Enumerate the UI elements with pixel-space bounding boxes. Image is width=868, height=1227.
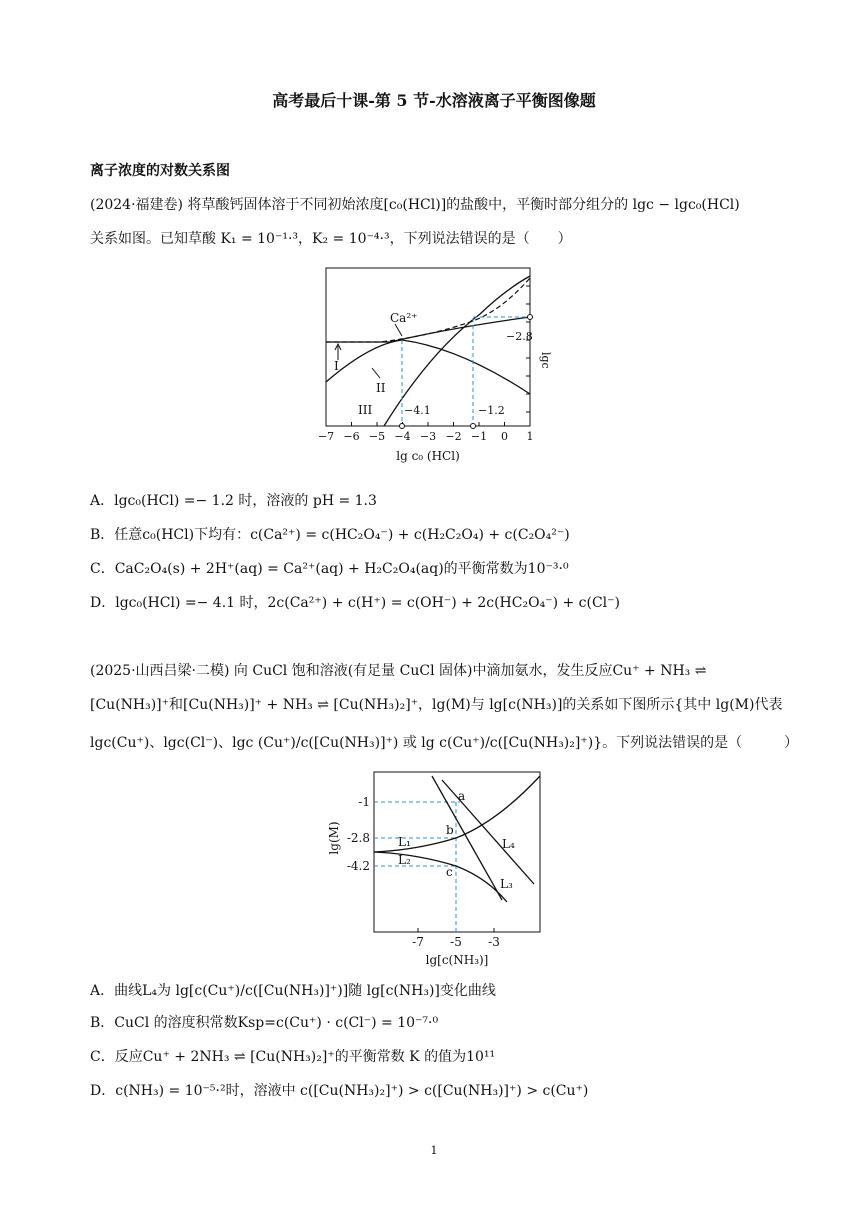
label-L3: L₃ [500, 877, 513, 891]
q1-option-c: C．CaC₂O₄(s) + 2H⁺(aq) = Ca²⁺(aq) + H₂C₂O₄(aq)的平衡常数为10⁻³·⁰ [90, 561, 569, 577]
chart-lgM-vs-lgcNH3 [322, 766, 552, 972]
x-tick: -7 [412, 935, 424, 949]
label-minus-1-2: −1.2 [478, 404, 505, 417]
x-tick: −1 [470, 430, 488, 443]
q1-stem-line2: 关系如图。已知草酸 K₁ = 10⁻¹·³，K₂ = 10⁻⁴·³，下列说法错误的是（ ） [90, 231, 572, 247]
x-tick: −3 [419, 430, 437, 443]
page-title: 高考最后十课-第 5 节-水溶液离子平衡图像题 [272, 91, 596, 110]
x-axis-label: lg[c(NH₃)] [425, 953, 489, 967]
y-tick: -1 [358, 795, 370, 809]
point-b: b [446, 823, 454, 837]
label-minus-2-8: −2.8 [506, 330, 533, 343]
q2-stem-line2: [Cu(NH₃)]⁺和[Cu(NH₃)]⁺ + NH₃ ⇌ [Cu(NH₃)₂]⁺，lg(M)与 lg[c(NH₃)]的关系如下图所示{其中 lg(M)代表 [90, 697, 783, 713]
chart-lgc-vs-lgc0 [300, 262, 580, 472]
label-minus-4-1: −4.1 [404, 404, 431, 417]
curve-L2 [374, 852, 507, 902]
q2-option-d: D．c(NH₃) = 10⁻⁵·²时，溶液中 c([Cu(NH₃)₂]⁺) > c([Cu(NH₃)]⁺) > c(Cu⁺) [90, 1083, 589, 1099]
q1-option-b: B．任意c₀(HCl)下均有：c(Ca²⁺) = c(HC₂O₄⁻) + c(H₂C₂O₄) + c(C₂O₄²⁻) [90, 527, 570, 543]
y-tick: -2.8 [346, 831, 370, 845]
y-tick: -4.2 [346, 859, 370, 873]
y-axis-label: lgc [539, 352, 552, 369]
point-c: c [446, 865, 453, 879]
x-tick: −7 [317, 430, 335, 443]
label-L1: L₁ [398, 835, 411, 849]
q1-stem-line1: (2024·福建卷) 将草酸钙固体溶于不同初始浓度[c₀(HCl)]的盐酸中，平衡时部分组分的 lgc − lgc₀(HCl) [90, 197, 740, 213]
label-III: III [358, 403, 373, 417]
curve-II [326, 340, 530, 394]
q2-stem-line3: lgc(Cu⁺)、lgc(Cl⁻)、lgc (Cu⁺)/c([Cu(NH₃)]⁺) 或 lg c(Cu⁺)/c([Cu(NH₃)₂]⁺)}。下列说法错误的是（ ） [90, 735, 799, 751]
curve-L3 [432, 776, 502, 900]
x-axis-label: lg c₀ (HCl) [396, 449, 460, 463]
y-axis-label: lg(M) [327, 821, 341, 855]
x-tick: 0 [501, 430, 508, 443]
x-tick: −6 [343, 430, 360, 443]
label-I: I [334, 359, 339, 373]
x-tick: -5 [450, 935, 462, 949]
x-tick: −2 [445, 430, 462, 443]
x-tick: −5 [368, 430, 386, 443]
page-number: 1 [430, 1144, 438, 1157]
q2-option-b: B．CuCl 的溶度积常数Ksp=c(Cu⁺) · c(Cl⁻) = 10⁻⁷·⁰ [90, 1015, 439, 1031]
section-heading: 离子浓度的对数关系图 [90, 163, 230, 179]
curve-I [326, 317, 530, 342]
x-tick: 1 [526, 430, 534, 443]
label-L2: L₂ [398, 853, 411, 867]
q2-option-a: A．曲线L₄为 lg[c(Cu⁺)/c([Cu(NH₃)]⁺)]随 lg[c(NH₃)]变化曲线 [90, 983, 496, 999]
x-tick: -3 [488, 935, 500, 949]
point-a: a [458, 789, 466, 803]
q1-option-d: D．lgc₀(HCl) =− 4.1 时，2c(Ca²⁺) + c(H⁺) = c(OH⁻) + 2c(HC₂O₄⁻) + c(Cl⁻) [90, 595, 621, 611]
q1-option-a: A．lgc₀(HCl) =− 1.2 时，溶液的 pH = 1.3 [90, 493, 377, 509]
label-II: II [376, 381, 386, 395]
label-L4: L₄ [502, 837, 515, 851]
q2-stem-line1: (2025·山西吕梁·二模) 向 CuCl 饱和溶液(有足量 CuCl 固体)中滴加氨水，发生反应Cu⁺ + NH₃ ⇌ [90, 663, 707, 679]
x-tick: −4 [394, 430, 411, 443]
q2-option-c: C．反应Cu⁺ + 2NH₃ ⇌ [Cu(NH₃)₂]⁺的平衡常数 K 的值为10¹¹ [90, 1049, 496, 1065]
ca-dashed-curve [326, 278, 530, 342]
label-ca: Ca²⁺ [390, 311, 418, 325]
